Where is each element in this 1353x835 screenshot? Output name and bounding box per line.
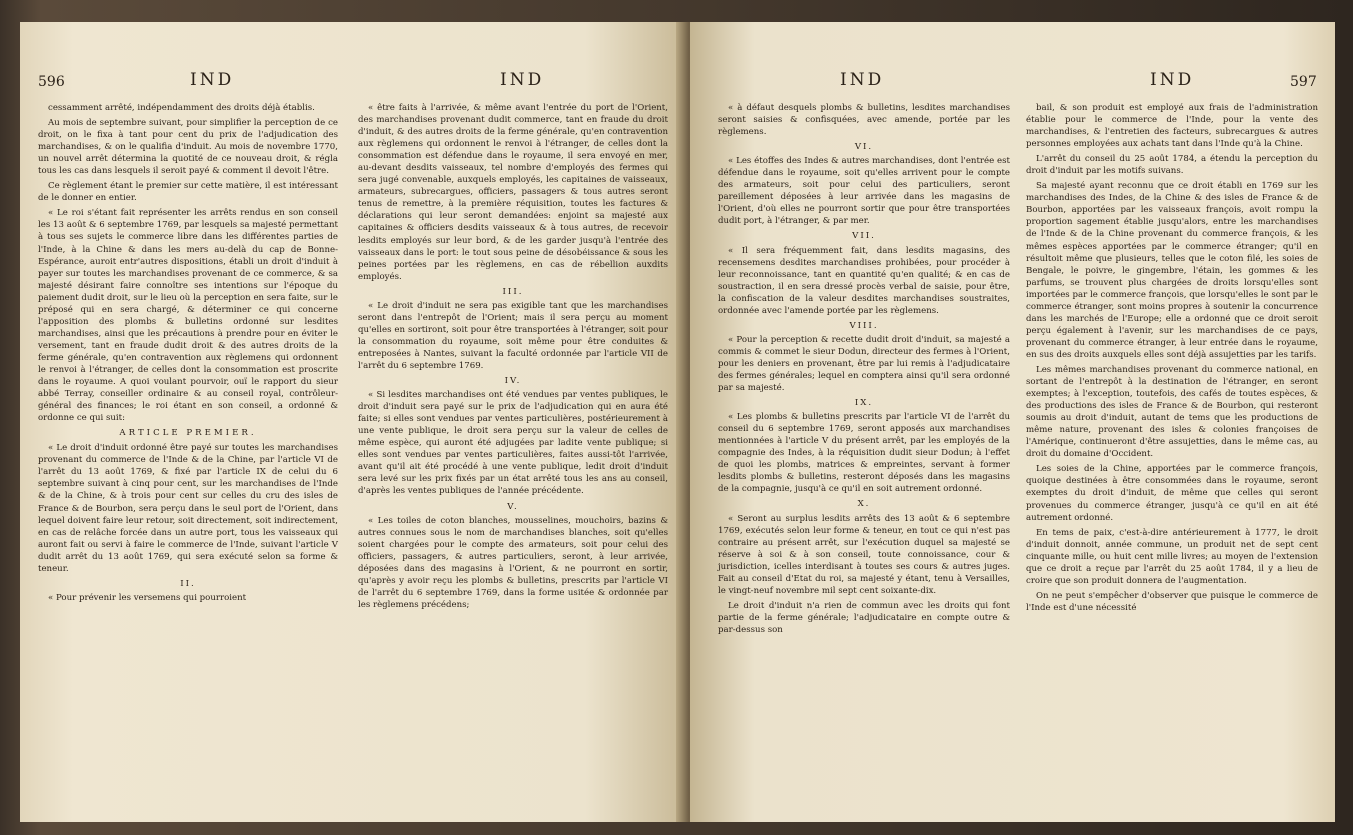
left-page — [20, 22, 685, 822]
paragraph: En tems de paix, c'est-à-dire antérieurement à 1777, le droit d'induit donnoit, année commune, un produit net de sept cent cinquante mille, ou huit cent mille livres; au moyen de l'extension que ce droit a reçue par l'arrêt du 25 août 1784, il y a lieu de croire que son produit donnera de l'augmentation. — [1026, 527, 1318, 586]
right-column-1 — [718, 102, 1010, 639]
paragraph: VI. — [854, 142, 874, 153]
paragraph: « Pour prévenir les versemens qui pourroient — [48, 592, 247, 603]
paragraph: « Le droit d'induit ne sera pas exigible tant que les marchandises seront dans l'entrepôt de l'Orient; mais il sera perçu au moment qu'elles en sortiront, soit pour être transportées à l'étranger, soit pour la consommation du royaume, soit même pour être conduites & entreposées à Nantes, suivant la faculté ordonnée par l'article VII de l'arrêt du 6 septembre 1769. — [358, 300, 668, 371]
right-column-2 — [1026, 102, 1318, 617]
paragraph: IX. — [854, 398, 874, 409]
paragraph: Les soies de la Chine, apportées par le commerce françois, quoique destinées à être consommées dans le royaume, seront exemptes du droit d'induit, de même que celles qui seront provenues du commerce étranger, jusqu'à ce qu'il en ait été autrement ordonné. — [1026, 464, 1318, 523]
left-column-1 — [38, 102, 338, 607]
paragraph: « Seront au surplus lesdits arrêts des 13 août & 6 septembre 1769, exécutés selon leur forme & teneur, en tout ce qui n'est pas contraire au présent arrêt, sur l'exécution duquel sa majesté se réserve à soi & à son conseil, toute connoissance, cour & jurisdiction, icelles interdisant à toutes ses cours & autres juges. Fait au conseil d'Etat du roi, sa majesté y étant, tenu à Versailles, le vingt-neuf novembre mil sept cent soixante-dix. — [718, 513, 1010, 596]
paragraph: Sa majesté ayant reconnu que ce droit établi en 1769 sur les marchandises des Indes, de la Chine & des isles de France & de Bourbon, apportées par les vaisseaux françois, avoit rompu la proportion sagement établie jusqu'alors, entre les marchandises de l'Inde & de la Chine provenant du commerce françois, & les mêmes espèces apportées par le commerce étranger; qu'il en résultoit même que plusieurs, telles que le coton filé, les soies de Bengale, le poivre, le gingembre, l'étain, les gommes & les parfums, se trouvent plus chargées de droits lorsqu'elles sont importées par le commerce françois, que lorsqu'elles le sont par le commerce étranger, sont moins propres à soutenir la concurrence dans les marchés de l'Europe; elle a ordonné que ce droit seroit perçu également à l'avenir, sur les marchandises de ce pays, provenant du commerce étranger, à leur entrée dans le royaume, en sus des droits auxquels elles sont déjà assujetties par les tarifs. — [1026, 181, 1318, 360]
left-page-number: 596 — [38, 74, 65, 90]
paragraph: Ce règlement étant le premier sur cette matière, il est intéressant de le donner en entier. — [38, 181, 338, 204]
paragraph: « Il sera fréquemment fait, dans lesdits magasins, des recensemens desdites marchandises prohibées, pour procéder à leur reconnoissance, tant en quantité qu'en qualité; & en cas de soustraction, il en sera dressé procès verbal de saisie, pour être, la confiscation de la valeur desdites marchandises soustraites, ordonnée avec l'amende portée par les règlemens. — [718, 245, 1010, 316]
paragraph: X. — [857, 499, 871, 510]
paragraph: II. — [180, 578, 196, 589]
paragraph: bail, & son produit est employé aux frais de l'administration établie pour le commerce de l'Inde, pour la vente des marchandises, & l'entretien des facteurs, subrecargues & autres personnes employées aux achats tant dans l'Inde qu'à la Chine. — [1026, 103, 1318, 150]
paragraph: VIII. — [849, 320, 879, 331]
right-page — [690, 22, 1335, 822]
paragraph: « Si lesdites marchandises ont été vendues par ventes publiques, le droit d'induit sera payé sur le prix de l'adjudication qui en aura été faite; si elles sont vendues par ventes particulières, postérieurement à une vente publique, le droit sera perçu sur la valeur de celles de même espèce, qui auront été adjugées par ladite vente publique; si elles sont vendues par ventes particulières, faites aussi-tôt l'arrivée, avant qu'il ait été procédé à une vente publique, ledit droit d'induit sera levé sur les prix fixés par un état arrêté tous les ans au conseil, d'après les ventes publiques de l'année précédente. — [358, 390, 668, 497]
paragraph: cessamment arrêté, indépendamment des droits déjà établis. — [48, 103, 315, 113]
paragraph: III. — [502, 286, 524, 297]
left-running-head-1: IND — [190, 70, 235, 90]
paragraph: Les mêmes marchandises provenant du commerce national, en sortant de l'entrepôt à la destination de l'étranger, en seront exemptes; à l'exception, toutefois, des cafés de toutes espèces, & des productions des isles de France & de Bourbon, qui resteront soumis au droit d'induit, autant de tems que les productions de même nature, provenant des isles & colonies françoises de l'Amérique, continueront d'être assujetties, dans le même cas, au droit du domaine d'Occident. — [1026, 364, 1318, 460]
paragraph: « à défaut desquels plombs & bulletins, lesdites marchandises seront saisies & confisquées, avec amende, portée par les règlemens. — [718, 103, 1010, 138]
paragraph: Au mois de septembre suivant, pour simplifier la perception de ce droit, on le fixa à tant pour cent du prix de l'adjudication des marchandises, & on le qualifia d'induit. Au mois de novembre 1770, un nouvel arrêt détermina la quotité de ce nouveau droit, & régla tous les cas dans lesquels il seroit payé & comment il devoit l'être. — [38, 118, 338, 177]
paragraph: « Le droit d'induit ordonné être payé sur toutes les marchandises provenant du commerce de l'Inde & de la Chine, par l'article VI de l'arrêt du 13 août 1769, & fixé par l'article IX de celui du 6 septembre suivant à cinq pour cent, sur les marchandises de l'Inde & de la Chine, & à trois pour cent sur celles du cru des isles de France & de Bourbon, sera perçu dans le seul port de l'Orient, dans lequel doivent faire leur retour, soit directement, soit indirectement, en cas de relâche forcée dans un autre port, tous les vaisseaux qui auront fait ou servi à faire le commerce de l'Inde, suivant l'article V dudit arrêt du 13 août 1769, qui sera exécuté selon sa forme & teneur. — [38, 443, 338, 574]
paragraph: « Les étoffes des Indes & autres marchandises, dont l'entrée est défendue dans le royaume, soit qu'elles arrivent pour le compte des armateurs, soit pour celui des particuliers, seront pareillement déposées à leur arrivée dans les magasins de l'Orient, d'où elles ne pourront sortir que pour être transportées dudit port, à l'étranger, & par mer. — [718, 156, 1010, 227]
right-page-number: 597 — [1290, 74, 1317, 90]
paragraph: ARTICLE PREMIER. — [119, 428, 257, 439]
paragraph: On ne peut s'empêcher d'observer que puisque le commerce de l'Inde est d'une nécessité — [1026, 590, 1318, 613]
paragraph: « Les toiles de coton blanches, mousselines, mouchoirs, bazins & autres connues sous le nom de marchandises blanches, soit qu'elles soient chargées pour le compte des armateurs, soit pour celui des officiers, passagers, & autres particuliers, seront, à leur arrivée, déposées dans des magasins à l'Orient, & ne pourront en sortir, qu'après y avoir reçu les plombs & bulletins, prescrits par l'article VI de l'arrêt du 6 septembre 1769, dans la forme usitée & ordonnée par les règlemens précédens; — [358, 515, 668, 610]
paragraph: « être faits à l'arrivée, & même avant l'entrée du port de l'Orient, des marchandises provenant dudit commerce, tant en fraude du droit d'induit, & des autres droits de la ferme générale, qu'en contravention aux règlemens qui ordonnent le renvoi à l'étranger, de celles dont la consommation est défendue dans le royaume, il sera envoyé en mer, au-devant desdits vaisseaux, tel nombre d'employés des fermes qui sera jugé convenable, auxquels employés, les capitaines de vaisseaux, armateurs, subrecargues, officiers, passagers & tous autres seront tenus de remettre, à la première réquisition, toutes les factures & déclarations qui leur seront demandées: enjoint sa majesté aux capitaines & officiers desdits vaisseaux & à tous autres, de recevoir lesdits employés sur leur bord, & de les garder jusqu'à l'entrée des vaisseaux dans le port: le tout sous peine de désobéissance & sous les peines portées par les règlemens, en cas de rébellion auxdits employés. — [358, 103, 668, 282]
paragraph: « Pour la perception & recette dudit droit d'induit, sa majesté a commis & commet le sieur Dodun, directeur des fermes à l'Orient, pour les deniers en provenant, être par lui remis à l'adjudicataire des fermes générales; lequel en comptera ainsi qu'il sera ordonné par sa majesté. — [718, 334, 1010, 394]
paragraph: VII. — [852, 231, 876, 242]
right-running-head-1: IND — [840, 70, 885, 90]
paragraph: Le droit d'induit n'a rien de commun avec les droits qui font partie de la ferme générale; l'adjudicataire en compte outre & par-dessus son — [718, 600, 1010, 635]
paragraph: « Les plombs & bulletins prescrits par l'article VI de l'arrêt du conseil du 6 septembre 1769, seront apposés aux marchandises mentionnées à l'article V du présent arrêt, par les employés de la compagnie des Indes, à la réquisition dudit sieur Dodun; à l'effet de quoi les plombs, matrices & empreintes, servant à former lesdits plombs & bulletins, resteront déposés dans les magasins de la compagnie, jusqu'à ce qu'il en soit autrement ordonné. — [718, 412, 1010, 495]
paragraph: L'arrêt du conseil du 25 août 1784, a étendu la perception du droit d'induit par les motifs suivans. — [1026, 154, 1318, 177]
paragraph: « Le roi s'étant fait représenter les arrêts rendus en son conseil les 13 août & 6 septembre 1769, par lesquels sa majesté permettant à tous ses sujets le commerce libre dans les différentes parties de l'Inde, à la Chine & dans les mers au-delà du cap de Bonne-Espérance, auroit entr'autres dispositions, établi un droit d'induit à payer sur toutes les marchandises provenant de ce commerce, & sa majesté désirant faire connoître ses intentions sur l'époque du paiement dudit droit, sur le lieu où la perception en sera faite, sur le préposé qui en sera chargé, & déterminer ce qui concerne l'apposition des plombs & bulletins ordonné sur lesdites marchandises, ainsi que les précautions à prendre pour en éviter le versement, tant en fraude dudit droit & des autres droits de la ferme générale, qu'en contravention aux règlemens qui ordonnent le renvoi à l'étranger, de celles dont la consommation est proscrite dans le royaume. A quoi voulant pourvoir, ouï le rapport du sieur abbé Terray, conseiller ordinaire & au conseil royal, contrôleur-général des finances; le roi étant en son conseil, a ordonné & ordonne ce qui suit: — [38, 208, 338, 424]
left-running-head-2: IND — [500, 70, 545, 90]
left-column-2 — [358, 102, 668, 614]
right-running-head-2: IND — [1150, 70, 1195, 90]
paragraph: V. — [507, 501, 519, 512]
paragraph: IV. — [504, 376, 522, 387]
